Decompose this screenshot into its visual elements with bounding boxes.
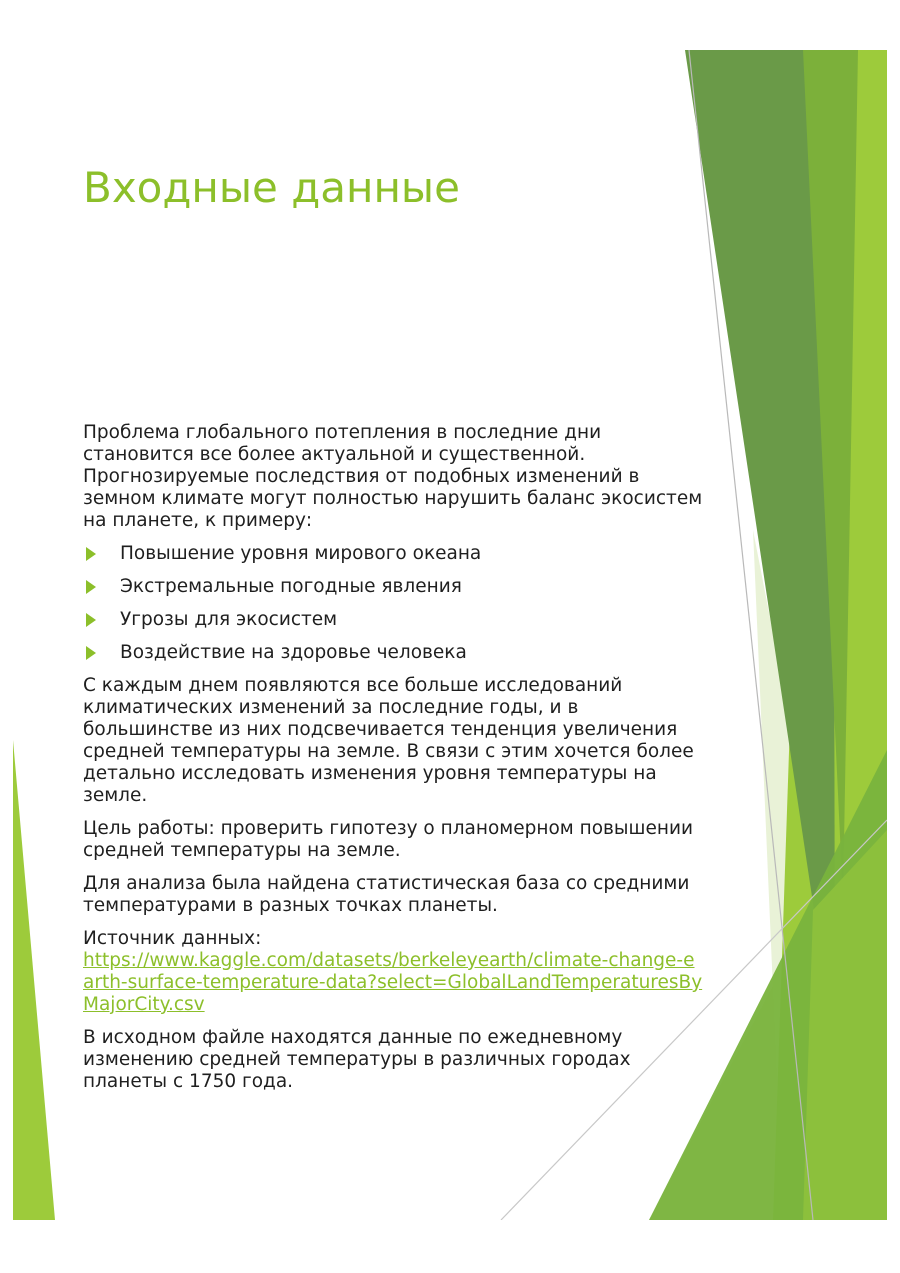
list-item [83,642,703,664]
slide [13,50,887,1220]
source-label: Источник данных: [83,928,262,949]
file-info-paragraph: В исходном файле находятся данные по ежедневному изменению средней температуры в различных городах планеты с 1750 года. [83,1027,631,1092]
list-item-text: Угрозы для экосистем [120,609,338,630]
intro-paragraph: Проблема глобального потепления в последние дни становится все более актуальной и существенной. Прогнозируемые последствия от подобных изменений в земном климате могут полностью нарушить баланс экосистем на планете, к примеру: [83,422,703,531]
triangle-bullet-icon [86,646,96,660]
source-paragraph [83,928,703,1016]
triangle-bullet-icon [86,613,96,627]
slide-title: Входные данные [83,163,460,212]
list-item-text: Экстремальные погодные явления [120,576,462,597]
triangle-bullet-icon [86,547,96,561]
consequences-list [83,543,703,664]
goal-paragraph: Цель работы: проверить гипотезу о планомерном повышении средней температуры на земле. [83,818,693,861]
list-item-text: Воздействие на здоровье человека [120,642,467,663]
source-link[interactable]: https://www.kaggle.com/datasets/berkeleyearth/climate-change-earth-surface-temperature-data?select=GlobalLandTemperaturesByMajorCity.csv [83,950,703,1015]
triangle-bullet-icon [86,580,96,594]
slide-body [83,422,703,1104]
research-paragraph: С каждым днем появляются все больше исследований климатических изменений за последние годы, и в большинстве из них подсвечивается тенденция увеличения средней температуры на земле. В связи с этим хочется более детально исследовать изменения уровня температуры на земле. [83,675,694,806]
list-item [83,609,703,631]
list-item [83,543,703,565]
analysis-paragraph: Для анализа была найдена статистическая база со средними температурами в разных точках планеты. [83,873,690,916]
list-item [83,576,703,598]
list-item-text: Повышение уровня мирового океана [120,543,482,564]
